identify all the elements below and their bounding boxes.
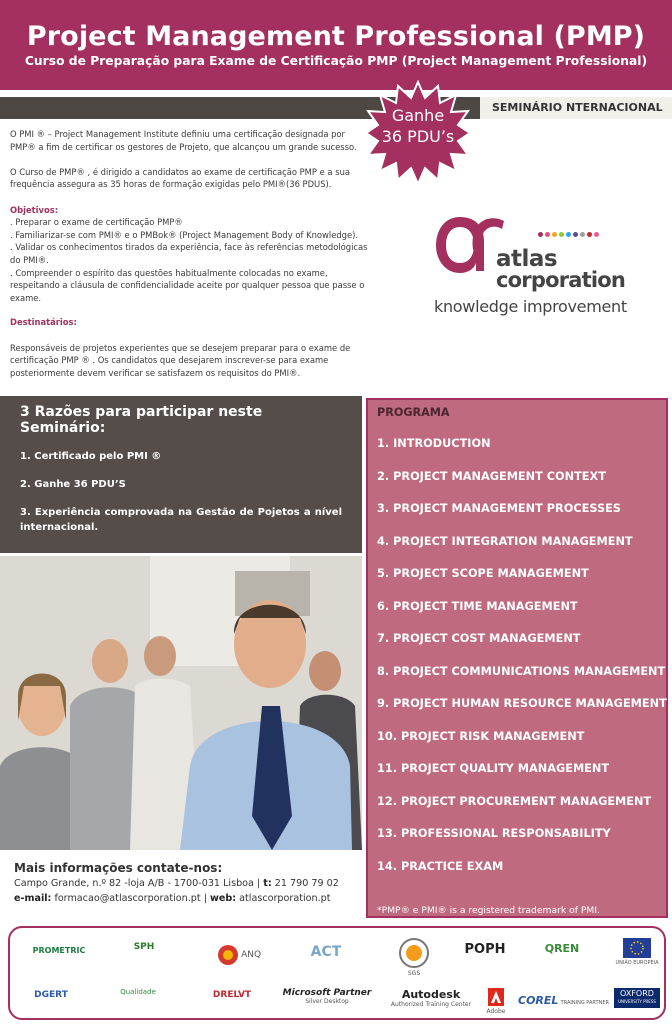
partner-logo-qualidade: Qualidade	[120, 988, 156, 996]
partner-logo-corel	[518, 994, 609, 1007]
divider-bar	[0, 97, 672, 119]
reason-item: 3. Experiência comprovada na Gestão de Pojetos a nível internacional.	[20, 507, 342, 533]
business-people-image	[0, 556, 362, 850]
reason-item: 2. Ganhe 36 PDU’S	[20, 479, 126, 490]
recipients-heading: Destinatários:	[10, 317, 77, 328]
intro-paragraph-1: O PMI ® – Project Management Institute definiu uma certificação designada por PMP® a fim de certificar os gestores de Projeto, que alcançou um grande sucesso.	[10, 129, 357, 152]
reasons-panel	[0, 396, 362, 553]
objectives-heading: Objetivos:	[10, 204, 59, 215]
intro-paragraph-2: O Curso de PMP® , é dirigido a candidatos ao exame de certificação PMP e a sua frequência assegura as 35 horas de formação exigidas pelo PMI®(36 PDUS).	[10, 166, 351, 190]
ac-monogram-icon	[434, 207, 504, 279]
programa-item: 7. PROJECT COST MANAGEMENT	[377, 632, 581, 645]
partner-logo-sgs	[394, 938, 434, 978]
page-subtitle: Curso de Preparação para Exame de Certificação PMP (Project Management Professional)	[24, 54, 648, 68]
programa-item: 10. PROJECT RISK MANAGEMENT	[377, 729, 585, 743]
anq-label: ANQ	[241, 950, 262, 960]
partner-logo-microsoft	[282, 988, 372, 1005]
objective-item: . Preparar o exame de certificação PMP®	[10, 217, 183, 228]
partner-logo-eu	[614, 938, 660, 966]
badge-line2: 36 PDU’s	[381, 127, 455, 146]
partner-logo-autodesk	[386, 988, 476, 1008]
programa-item: 13. PROFESSIONAL RESPONSABILITY	[377, 827, 611, 840]
partner-logo-drelvt: DRELVT	[212, 990, 252, 1000]
autodesk-tagline: Authorized Training Center	[390, 1001, 472, 1008]
objectives-list	[10, 216, 368, 304]
dot	[580, 232, 585, 237]
recipients-text: Responsáveis de projetos experientes que se desejem preparar para o exame de certificação PMP ® . Os candidatos que desejarem inscrever-se para exame posteriormente devem verificar se satisfazem os requisitos do PMI®.	[10, 342, 351, 378]
badge-line1: Ganhe	[391, 106, 445, 125]
partner-logo-sph: SPH	[133, 942, 155, 952]
partner-logo-adobe	[482, 988, 510, 1015]
pdu-badge	[365, 80, 471, 186]
dot	[594, 232, 599, 237]
dot	[552, 232, 557, 237]
contact-phone: 21 790 79 02	[274, 878, 339, 889]
corel-tagline: TRAINING PARTNER	[560, 1000, 609, 1006]
adobe-icon	[488, 988, 504, 1006]
partner-logo-prometric: PROMETRIC	[32, 946, 86, 955]
oxford-tagline: UNIVERSITY PRESS	[618, 999, 656, 1004]
microsoft-tagline: Silver Desktop	[305, 998, 349, 1005]
color-dots	[538, 222, 601, 241]
dot	[559, 232, 564, 237]
header-banner	[0, 0, 672, 90]
contact-email[interactable]: formacao@atlascorporation.pt	[54, 893, 201, 904]
programa-item: 1. INTRODUCTION	[377, 437, 491, 450]
contact-address: Campo Grande, n.º 82 -loja A/B - 1700-031 Lisboa	[14, 878, 254, 889]
programa-item: 2. PROJECT MANAGEMENT CONTEXT	[377, 469, 606, 483]
programa-item: 11. PROJECT QUALITY MANAGEMENT	[377, 762, 610, 775]
programa-item: 5. PROJECT SCOPE MANAGEMENT	[377, 567, 589, 580]
autodesk-label: Autodesk	[401, 988, 461, 1001]
dot	[538, 232, 543, 237]
programa-item: 12. PROJECT PROCUREMENT MANAGEMENT	[377, 794, 652, 808]
partners-strip	[8, 926, 666, 1020]
partner-logo-act: ACT	[310, 944, 342, 960]
programa-item: 6. PROJECT TIME MANAGEMENT	[377, 599, 578, 613]
dot	[566, 232, 571, 237]
web-label: web:	[210, 893, 237, 904]
team-photo	[0, 556, 362, 850]
programa-title: PROGRAMA	[377, 406, 450, 419]
objective-item: . Validar os conhecimentos tirados da experiência, face às referências metodológicas do PMI®.	[10, 242, 368, 265]
programa-item: 4. PROJECT INTEGRATION MANAGEMENT	[377, 534, 633, 548]
email-label: e-mail:	[14, 893, 52, 904]
brand-line2: corporation	[496, 268, 626, 292]
dot	[573, 232, 578, 237]
brand-line1: atlas	[496, 246, 558, 272]
contact-web-line: e-mail: formacao@atlascorporation.pt | web: atlascorporation.pt	[14, 893, 331, 904]
partner-logo-dgert: DGERT	[34, 990, 68, 1000]
partner-logo-qren: QREN	[544, 942, 580, 955]
adobe-label: Adobe	[486, 1008, 506, 1015]
objective-item: . Compreender o espírito das questões habitualmente colocadas no exame, respeitando a cláusula de confidencialidade aceite por qualquer pessoa que passe o exame.	[10, 267, 365, 303]
partner-logo-oxford	[614, 988, 660, 1008]
programa-item: 9. PROJECT HUMAN RESOURCE MANAGEMENT	[377, 697, 667, 710]
sgs-seal-icon	[399, 938, 429, 968]
reason-item: 1. Certificado pelo PMI ®	[20, 451, 162, 462]
reasons-title: 3 Razões para participar neste Seminário:	[20, 404, 263, 436]
trademark-note: *PMP® e PMI® is a registered trademark of PMI.	[377, 905, 600, 916]
eu-label: UNIÃO EUROPEIA	[615, 960, 659, 966]
intro-section	[10, 128, 368, 392]
contact-address-line: Campo Grande, n.º 82 -loja A/B - 1700-031 Lisboa | t: 21 790 79 02	[14, 878, 339, 889]
eu-flag-icon	[623, 938, 651, 958]
corel-label: COREL	[518, 994, 559, 1007]
badge-text	[365, 105, 471, 147]
programa-item: 14. PRACTICE EXAM	[377, 859, 504, 873]
dot	[587, 232, 592, 237]
anq-icon	[217, 944, 239, 966]
objective-item: . Familiarizar-se com PMI® e o PMBok® (Project Management Body of Knowledge).	[10, 229, 359, 240]
programa-panel	[366, 398, 668, 918]
programa-item: 8. PROJECT COMMUNICATIONS MANAGEMENT	[377, 664, 666, 678]
page-title: Project Management Professional (PMP)	[26, 21, 646, 52]
sgs-label: SGS	[407, 970, 421, 977]
contact-section	[14, 860, 362, 906]
dot	[545, 232, 550, 237]
contact-title: Mais informações contate-nos:	[14, 861, 223, 875]
contact-web[interactable]: atlascorporation.pt	[239, 893, 331, 904]
oxford-label: OXFORD	[620, 989, 654, 998]
partner-logo-anq	[210, 944, 268, 970]
phone-label: t:	[263, 878, 272, 889]
seminar-label: SEMINÁRIO NTERNACIONAL	[480, 97, 672, 119]
partner-logo-poph: POPH	[464, 942, 506, 957]
atlas-logo	[432, 205, 632, 325]
programa-item: 3. PROJECT MANAGEMENT PROCESSES	[377, 502, 621, 515]
brand-tagline: knowledge improvement	[434, 297, 627, 316]
microsoft-label: Microsoft Partner	[282, 988, 372, 998]
